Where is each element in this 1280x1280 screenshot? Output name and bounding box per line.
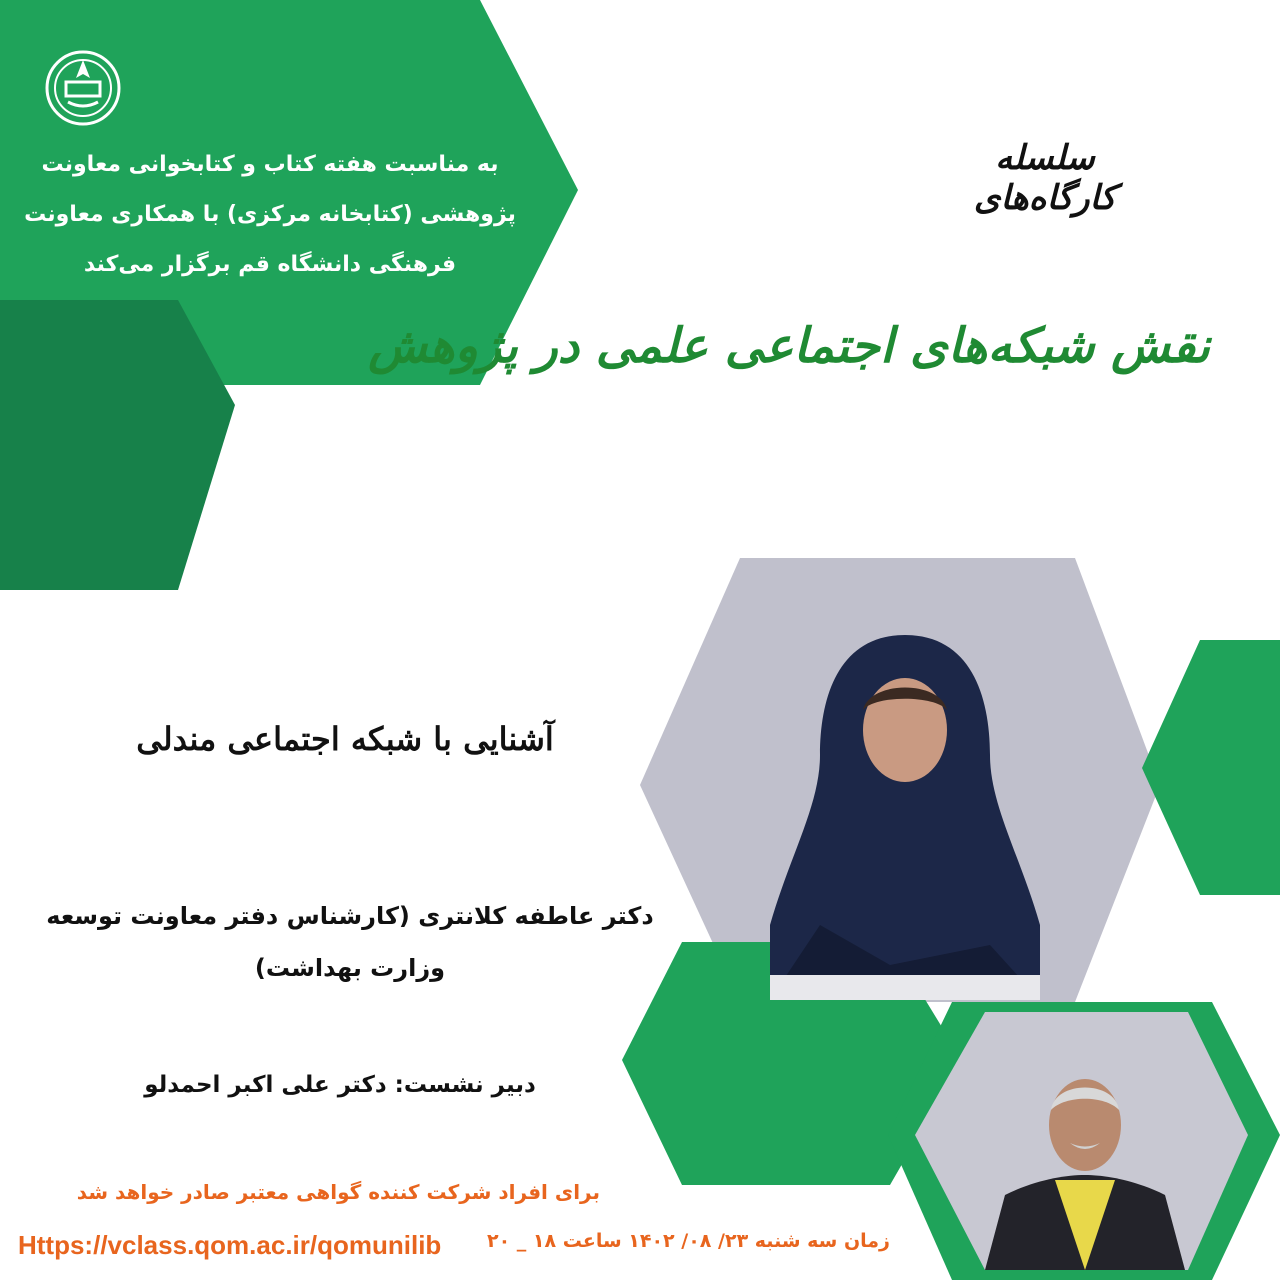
speaker-line-1: دکتر عاطفه کلانتری (کارشناس دفتر معاونت توسعه bbox=[46, 902, 654, 930]
schedule-text: زمان سه شنبه ۲۳/ ۰۸/ ۱۴۰۲ ساعت ۱۸ _ ۲۰ bbox=[486, 1230, 890, 1252]
series-label: سلسله کارگاه‌های bbox=[973, 138, 1117, 218]
university-emblem-icon bbox=[38, 48, 128, 128]
green-hexagon-right bbox=[1142, 640, 1280, 895]
moderator-text: دبیر نشست: دکتر علی اکبر احمدلو bbox=[144, 1072, 536, 1098]
main-title: نقش شبکه‌های اجتماعی علمی در پژوهش bbox=[368, 318, 1210, 374]
speaker-info bbox=[40, 890, 660, 994]
speaker-photo-icon bbox=[760, 625, 1050, 1000]
organizer-text bbox=[20, 140, 520, 290]
moderator-photo-icon bbox=[975, 1055, 1195, 1270]
class-url-link[interactable]: Https://vclass.qom.ac.ir/qomunilib bbox=[18, 1230, 442, 1260]
organizer-line-1: به مناسبت هفته کتاب و کتابخوانی معاونت bbox=[41, 152, 499, 177]
workshop-subtitle: آشنایی با شبکه اجتماعی مندلی bbox=[136, 720, 554, 758]
certificate-note: برای افراد شرکت کننده گواهی معتبر صادر خواهد شد bbox=[76, 1180, 600, 1204]
organizer-line-2: پژوهشی (کتابخانه مرکزی) با همکاری معاونت bbox=[24, 202, 516, 227]
speaker-line-2: وزارت بهداشت) bbox=[254, 954, 446, 982]
organizer-line-3: فرهنگی دانشگاه قم برگزار می‌کند bbox=[83, 252, 457, 277]
